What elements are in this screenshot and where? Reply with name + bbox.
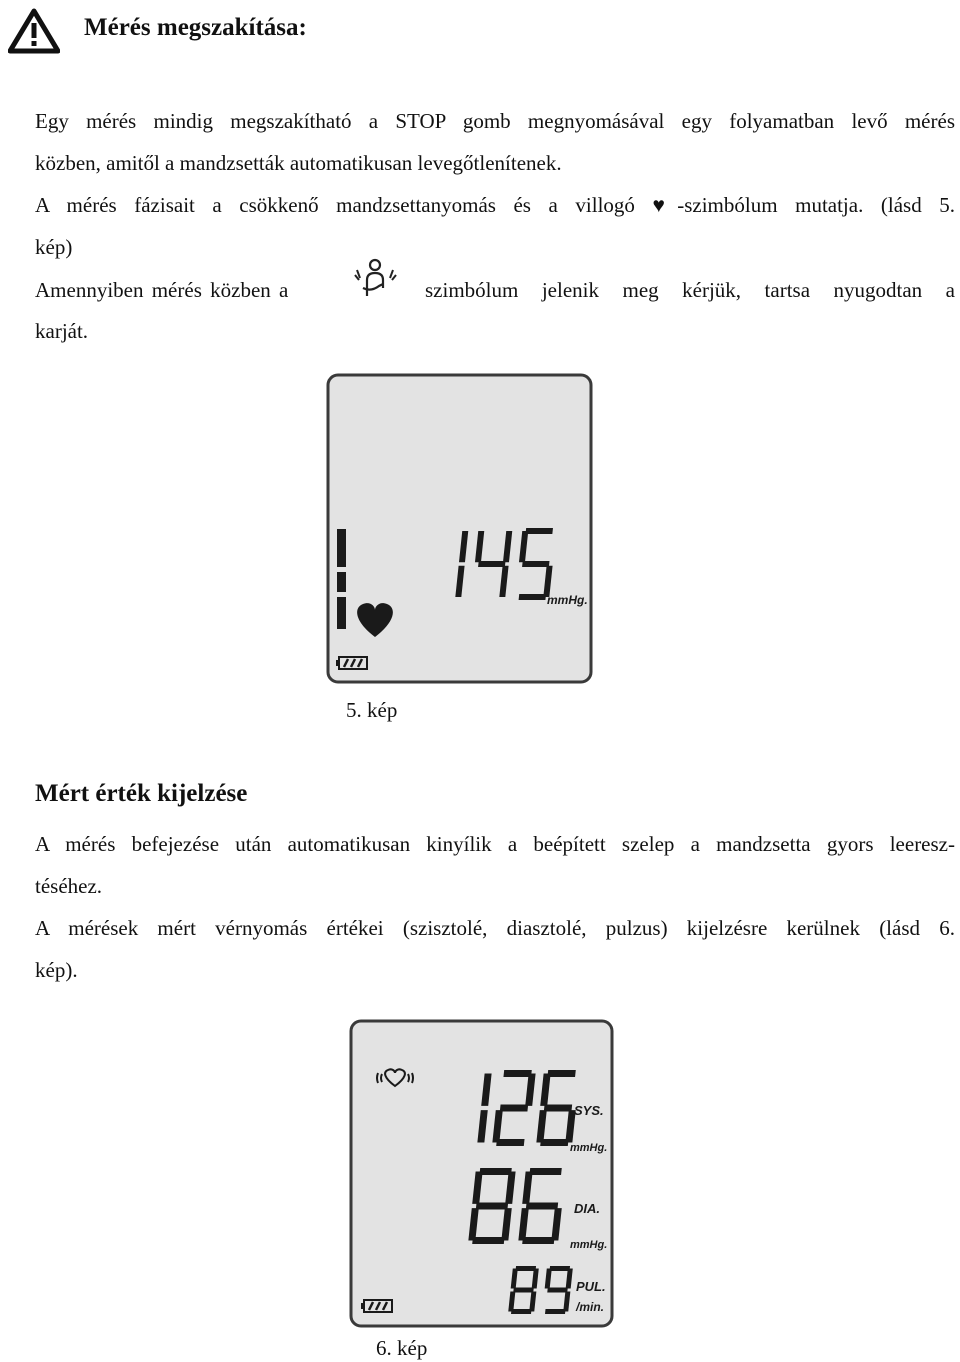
lcd-segment — [547, 1288, 568, 1293]
lcd-segment — [522, 1237, 554, 1244]
paragraph-line — [35, 184, 955, 226]
lcd-segment — [547, 1070, 575, 1077]
diastolic-label: DIA. — [574, 1201, 600, 1216]
systolic-unit: mmHg. — [570, 1142, 608, 1154]
heart-icon: ♥ — [652, 193, 678, 217]
lcd-segment — [476, 1203, 508, 1210]
paragraph-line: közben, amitől a mandzsetták automatikusan levegőtlenítenek. — [35, 151, 562, 175]
paragraph-line: A mérés befejezése után automatikusan kinyílik a beépített szelep a mandzsetta gyors leeresz- — [35, 832, 955, 856]
unit-label: mmHg. — [547, 593, 588, 607]
arm-movement-icon — [353, 258, 399, 300]
paragraph-line: kép) — [35, 235, 73, 259]
lcd-segment — [526, 528, 553, 534]
lcd-segment — [544, 1105, 572, 1112]
paragraph-line: Egy mérés mindig megszakítható a STOP gomb megnyomásával egy folyamatban levő mérés — [35, 109, 955, 133]
lcd-segment — [511, 1309, 532, 1314]
figure-caption: 6. kép — [376, 1336, 428, 1360]
pressure-bar-icon — [337, 529, 346, 629]
systolic-label: SYS. — [574, 1103, 604, 1118]
lcd-segment — [516, 1266, 537, 1271]
lcd-segment — [513, 1288, 534, 1293]
section-title-results: Mért érték kijelzése — [35, 780, 248, 807]
lcd-segment — [478, 561, 505, 567]
paragraph-text: A mérés fázisait a csökkenő mandzsettanyomás és a villogó — [35, 193, 653, 217]
lcd-segment — [479, 1168, 511, 1175]
lcd-segment — [472, 1237, 504, 1244]
pulse-unit: /min. — [576, 1300, 605, 1314]
diastolic-unit: mmHg. — [570, 1239, 608, 1251]
paragraph-line: karját. — [35, 319, 89, 343]
paragraph-line: téséhez. — [35, 874, 103, 898]
lcd-segment — [500, 1105, 528, 1112]
lcd-display-measuring — [325, 372, 595, 686]
figure-caption: 5. kép — [346, 698, 398, 722]
lcd-segment — [496, 1139, 524, 1146]
warning-icon — [8, 8, 60, 54]
lcd-segment — [526, 1203, 558, 1210]
paragraph-text: -szimbólum mutatja. (lásd 5. — [677, 193, 956, 217]
paragraph-line: A mérések mért vérnyomás értékei (szisztolé, diasztolé, pulzus) kijelzésre kerülnek (lásd 6. — [35, 916, 955, 940]
paragraph-line: kép). — [35, 958, 78, 982]
lcd-segment — [540, 1139, 568, 1146]
lcd-display-result — [348, 1018, 616, 1330]
section-title-abort: Mérés megszakítása: — [84, 14, 307, 41]
lcd-segment — [550, 1266, 571, 1271]
lcd-segment — [529, 1168, 561, 1175]
lcd-segment — [545, 1309, 566, 1314]
lcd-segment — [503, 1070, 531, 1077]
lcd-segment — [519, 594, 546, 600]
paragraph-text: szimbólum jelenik meg kérjük, tartsa nyugodtan a — [425, 278, 955, 302]
paragraph-text: Amennyiben mérés közben a — [35, 278, 289, 302]
pulse-label: PUL. — [576, 1279, 606, 1294]
lcd-segment — [522, 561, 549, 567]
